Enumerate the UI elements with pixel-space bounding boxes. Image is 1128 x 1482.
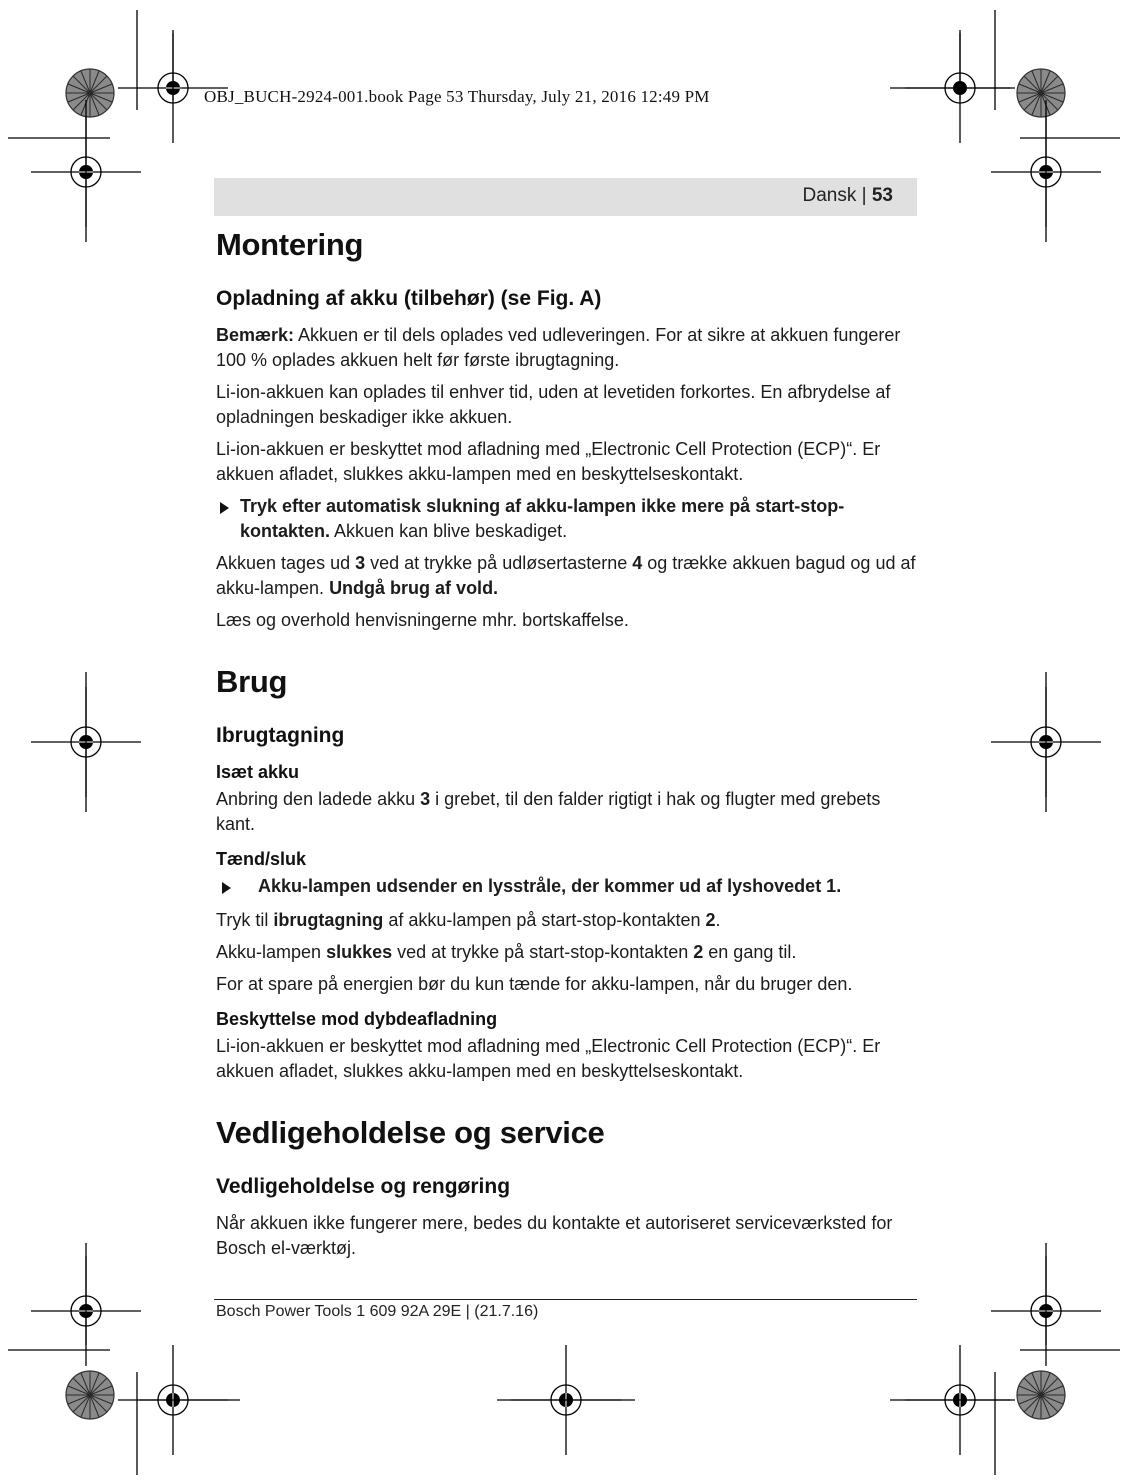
remove-text-2: ved at trykke på udløsertasterne	[365, 553, 633, 573]
insert-text-1: Anbring den ladede akku	[216, 789, 421, 809]
paragraph-remove-battery	[216, 551, 916, 601]
warning-text: Akkuen kan blive beskadiget.	[330, 521, 568, 541]
heading-on-off: Tænd/sluk	[216, 849, 307, 869]
page-number: 53	[871, 185, 893, 206]
ref-number-4: 4	[632, 553, 643, 573]
subsection-title-ibrugtagning: Ibrugtagning	[216, 724, 345, 747]
note-label: Bemærk:	[216, 325, 295, 345]
insert-text-2: i grebet, til den falder rigtigt i hak og flugter med grebets kant.	[216, 789, 881, 834]
warning-bold-text: Tryk efter automatisk slukning af akku-lampen ikke mere på start-stop-kontakten.	[240, 496, 845, 541]
off-text-3: en gang til.	[703, 942, 797, 962]
bullet-triangle-icon	[220, 502, 229, 514]
remove-bold-text: Undgå brug af vold.	[329, 578, 499, 598]
light-warning-bullet	[216, 874, 916, 899]
warning-bullet	[216, 494, 916, 544]
footer-rule	[214, 1299, 917, 1300]
paragraph-ecp: Li-ion-akkuen er beskyttet mod afladning med „Electronic Cell Protection (ECP)“. Er akkuen afladet, slukkes akku-lampen med en beskyttelseskontakt.	[216, 439, 881, 484]
remove-text-3: og trække akkuen bagud og ud af akku-lampen.	[216, 553, 916, 598]
page-header	[803, 185, 894, 207]
subsection-title-opladning: Opladning af akku (tilbehør) (se Fig. A)	[216, 287, 602, 310]
light-warning-text: Akku-lampen udsender en lysstråle, der kommer ud af lyshovedet 1.	[258, 876, 842, 896]
paragraph-deep-discharge: Li-ion-akkuen er beskyttet mod afladning med „Electronic Cell Protection (ECP)“. Er akkuen afladet, slukkes akku-lampen med en beskyttelseskontakt.	[216, 1036, 881, 1081]
bullet-triangle-icon	[222, 882, 231, 894]
ref-number-2: 2	[705, 910, 716, 930]
ref-number-2b: 2	[693, 942, 704, 962]
heading-deep-discharge: Beskyttelse mod dybdeafladning	[216, 1009, 498, 1029]
paragraph-switch-on	[216, 908, 916, 933]
print-info-line: OBJ_BUCH-2924-001.book Page 53 Thursday, July 21, 2016 12:49 PM	[204, 87, 710, 106]
off-text-1: Akku-lampen	[216, 942, 327, 962]
ref-number-3: 3	[355, 553, 366, 573]
paragraph-insert-battery	[216, 787, 916, 837]
on-text-2: af akku-lampen på start-stop-kontakten	[383, 910, 706, 930]
on-text-1: Tryk til	[216, 910, 274, 930]
paragraph-switch-off	[216, 940, 916, 965]
ref-number-3b: 3	[420, 789, 431, 809]
on-bold-text: ibrugtagning	[273, 910, 384, 930]
paragraph-service: Når akkuen ikke fungerer mere, bedes du kontakte et autoriseret serviceværksted for Bosch el-værktøj.	[216, 1213, 893, 1258]
off-text-2: ved at trykke på start-stop-kontakten	[392, 942, 694, 962]
page-content	[216, 225, 916, 1268]
note-text: Akkuen er til dels oplades ved udleveringen. For at sikre at akkuen fungerer 100 % oplades akkuen helt før første ibrugtagning.	[216, 325, 901, 370]
heading-insert-battery: Isæt akku	[216, 762, 300, 782]
note-paragraph	[216, 323, 916, 373]
paragraph-charge-anytime: Li-ion-akkuen kan oplades til enhver tid, uden at levetiden forkortes. En afbrydelse af opladningen beskadiger ikke akkuen.	[216, 382, 891, 427]
off-bold-text: slukkes	[326, 942, 393, 962]
paragraph-save-energy: For at spare på energien bør du kun tænde for akku-lampen, når du bruger den.	[216, 974, 853, 994]
section-title-service: Vedligeholdelse og service	[216, 1115, 605, 1150]
remove-text-1: Akkuen tages ud	[216, 553, 356, 573]
header-separator: |	[856, 185, 872, 206]
section-title-montering: Montering	[216, 227, 364, 262]
on-text-3: .	[715, 910, 721, 930]
paragraph-disposal: Læs og overhold henvisningerne mhr. bortskaffelse.	[216, 610, 629, 630]
section-title-brug: Brug	[216, 664, 288, 699]
header-language: Dansk	[802, 185, 857, 206]
page-footer: Bosch Power Tools 1 609 92A 29E | (21.7.16)	[216, 1303, 539, 1320]
subsection-title-cleaning: Vedligeholdelse og rengøring	[216, 1175, 511, 1198]
page-header-bar	[214, 178, 917, 216]
